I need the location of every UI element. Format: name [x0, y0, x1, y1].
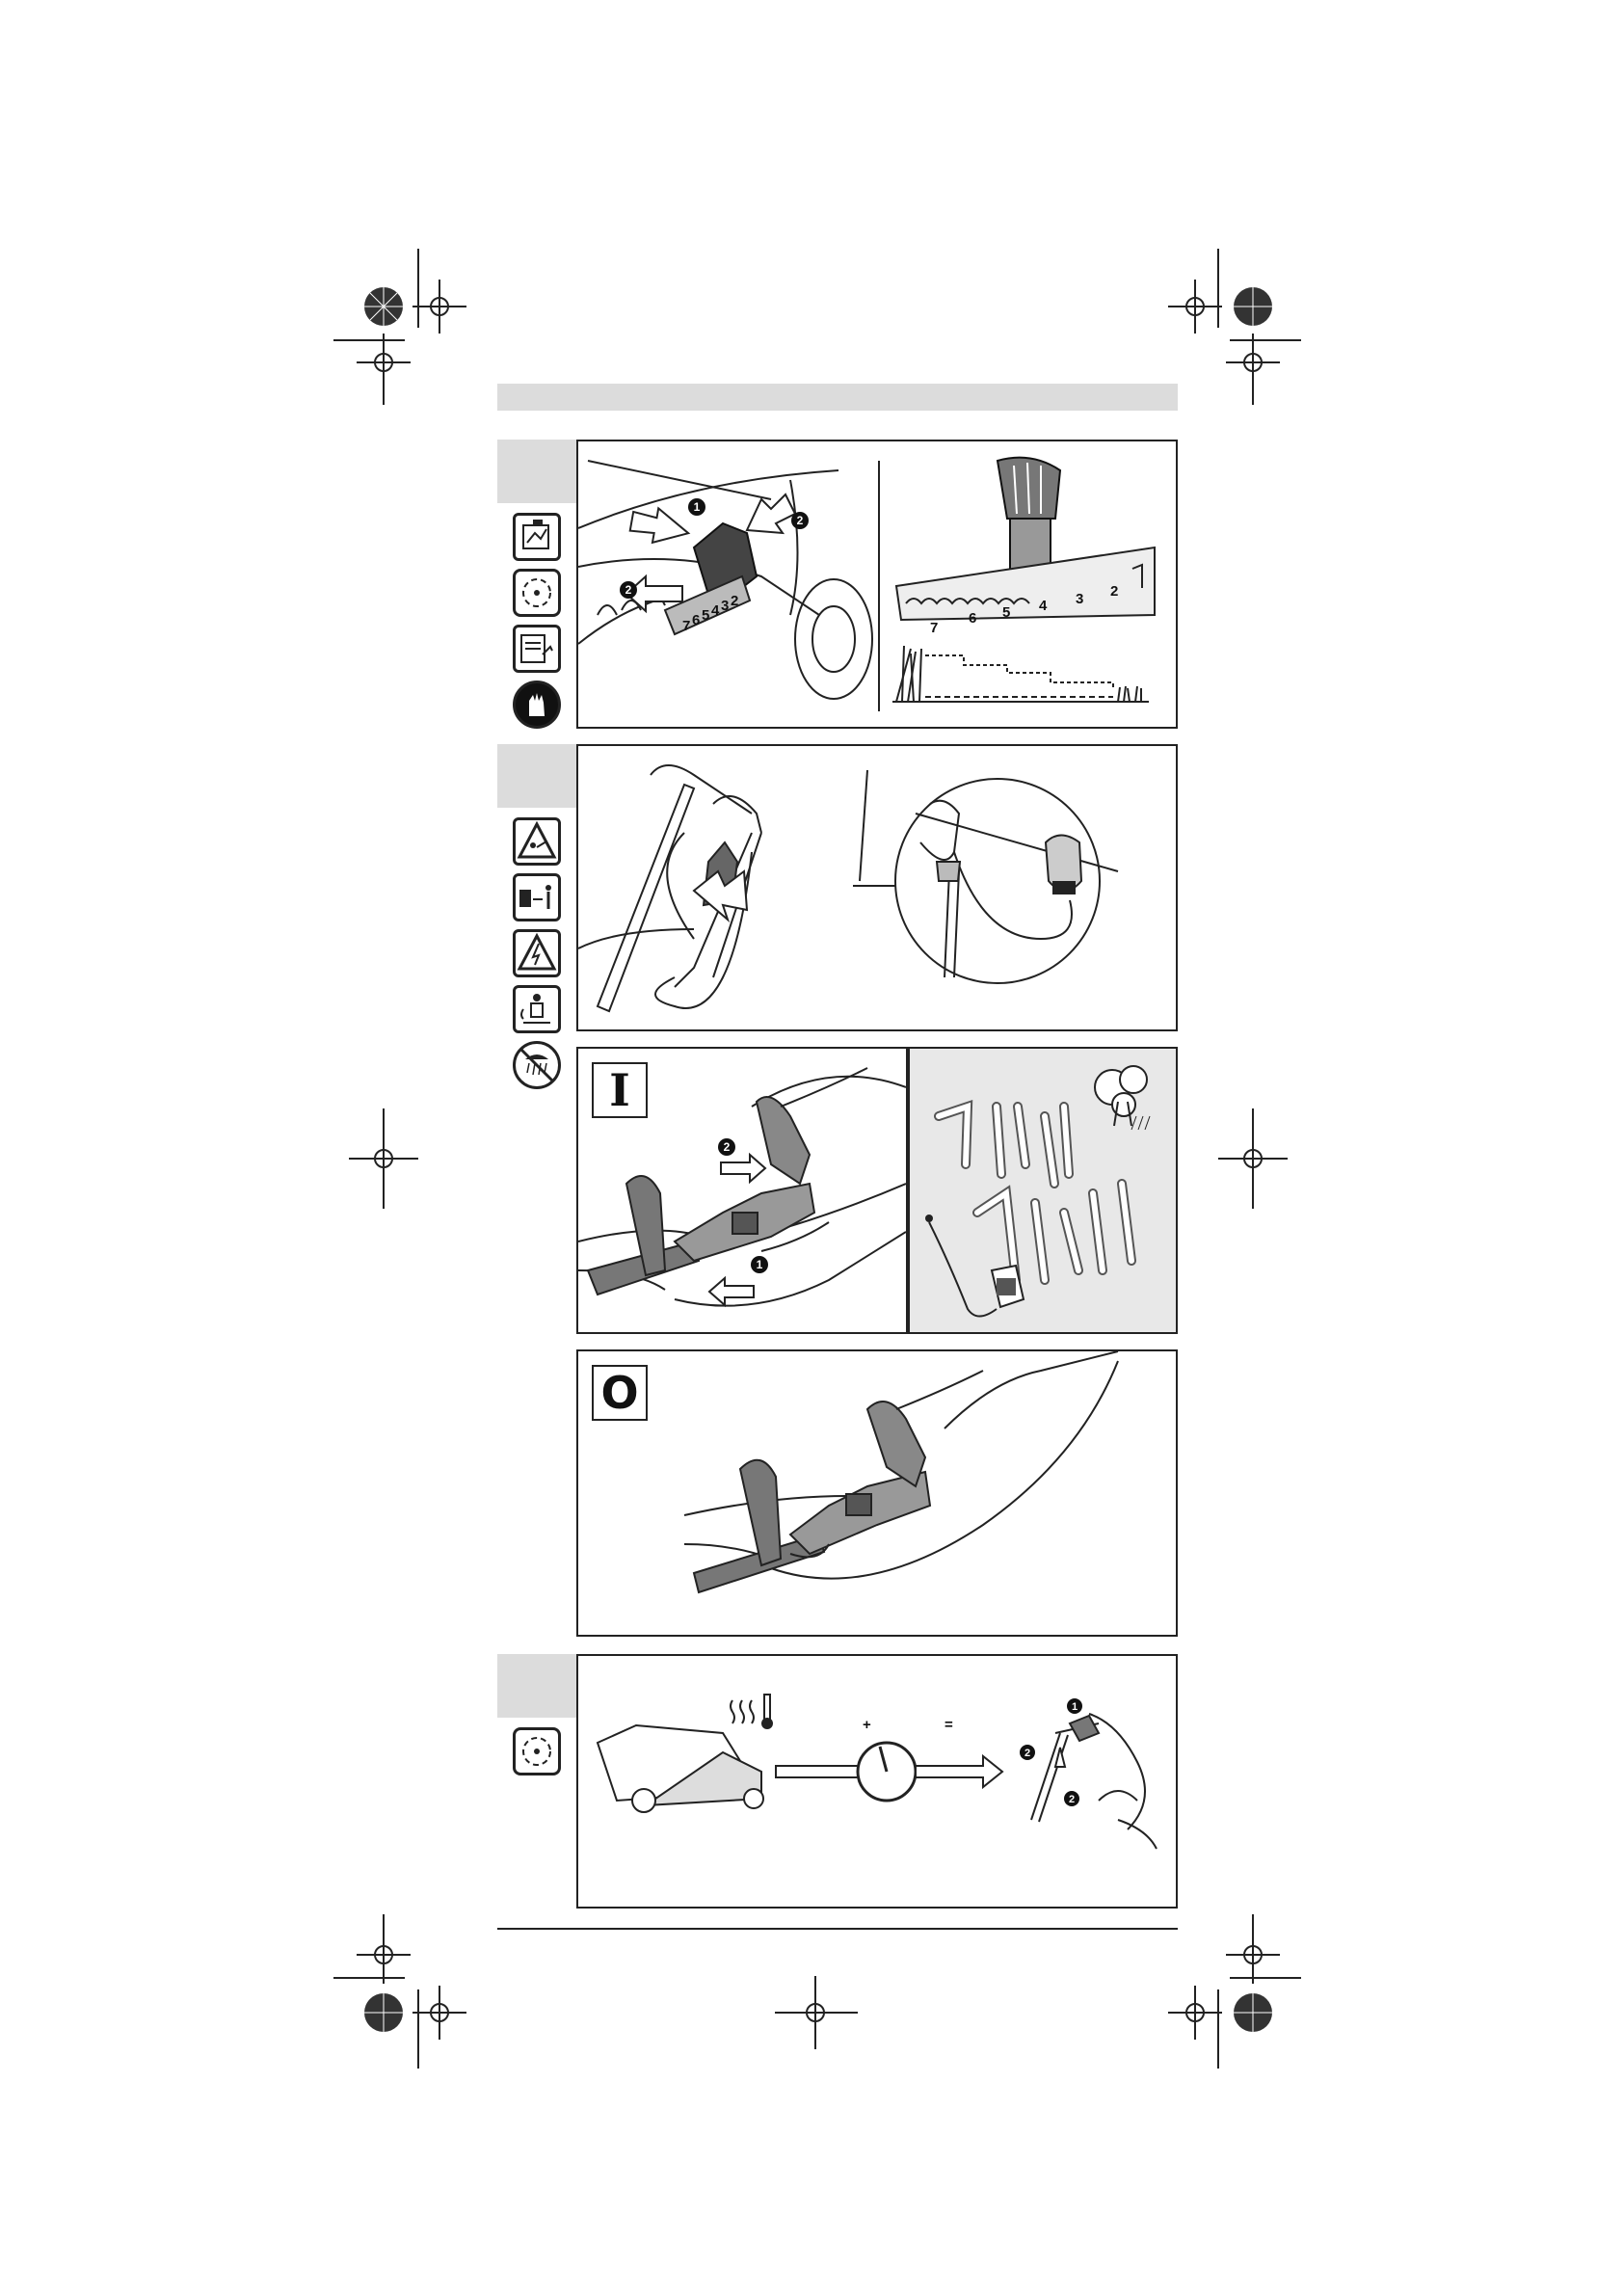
scale-number: 2 [1110, 583, 1119, 600]
off-symbol: O [600, 1367, 639, 1419]
adjust-height-icon [513, 513, 561, 561]
step-marker: 1 [693, 500, 701, 514]
scale-number: 4 [1039, 598, 1048, 614]
on-symbol: I [609, 1064, 630, 1116]
restart-illustration [578, 1656, 1176, 1907]
blade-rotation-icon [513, 569, 561, 617]
manual-book-icon [513, 625, 561, 673]
lever-number: 3 [721, 598, 730, 614]
restart-panel [576, 1654, 1178, 1909]
safety-distance-icon [513, 873, 561, 921]
gloves-icon [513, 681, 561, 729]
scale-number: 3 [1076, 591, 1084, 607]
thrown-objects-warning-icon [513, 817, 561, 866]
mowing-pattern-illustration [910, 1049, 1176, 1332]
footer-rule [497, 1928, 1178, 1930]
scale-number: 6 [969, 610, 977, 627]
scale-number: 5 [1002, 604, 1011, 621]
electric-shock-icon [513, 929, 561, 977]
header-band [497, 384, 1178, 411]
lever-number: 2 [731, 593, 739, 609]
blade-rotation-icon [513, 1727, 561, 1775]
mowing-pattern-panel [908, 1047, 1178, 1334]
step-marker: 2 [1068, 1794, 1076, 1805]
lever-number: 6 [692, 612, 701, 628]
scale-number: 7 [930, 620, 939, 636]
cutting-height-panel [576, 440, 1178, 729]
switch-on-panel [576, 1047, 908, 1334]
lever-number: 7 [682, 618, 691, 634]
lever-number: 5 [702, 607, 710, 624]
equals-sign: = [945, 1717, 953, 1733]
unplug-before-maintenance-icon [513, 985, 561, 1033]
section-tab-connect [497, 744, 576, 808]
connect-cable-panel [576, 744, 1178, 1031]
step-marker: 2 [625, 583, 632, 597]
step-marker: 2 [723, 1140, 731, 1154]
step-marker: 2 [1024, 1748, 1031, 1759]
connect-cable-illustration [578, 746, 1176, 1029]
step-marker: 1 [756, 1258, 763, 1271]
switch-off-illustration [578, 1351, 1176, 1635]
lever-number: 4 [711, 602, 720, 619]
section-tab-cutting-height [497, 440, 576, 503]
step-marker: 2 [796, 514, 804, 527]
plus-sign: + [863, 1717, 871, 1733]
switch-off-panel [576, 1349, 1178, 1637]
no-rain-icon [513, 1041, 561, 1089]
switch-on-illustration [578, 1049, 906, 1332]
step-marker: 1 [1071, 1701, 1078, 1713]
section-tab-restart [497, 1654, 576, 1718]
cutting-height-illustration [578, 441, 1176, 727]
